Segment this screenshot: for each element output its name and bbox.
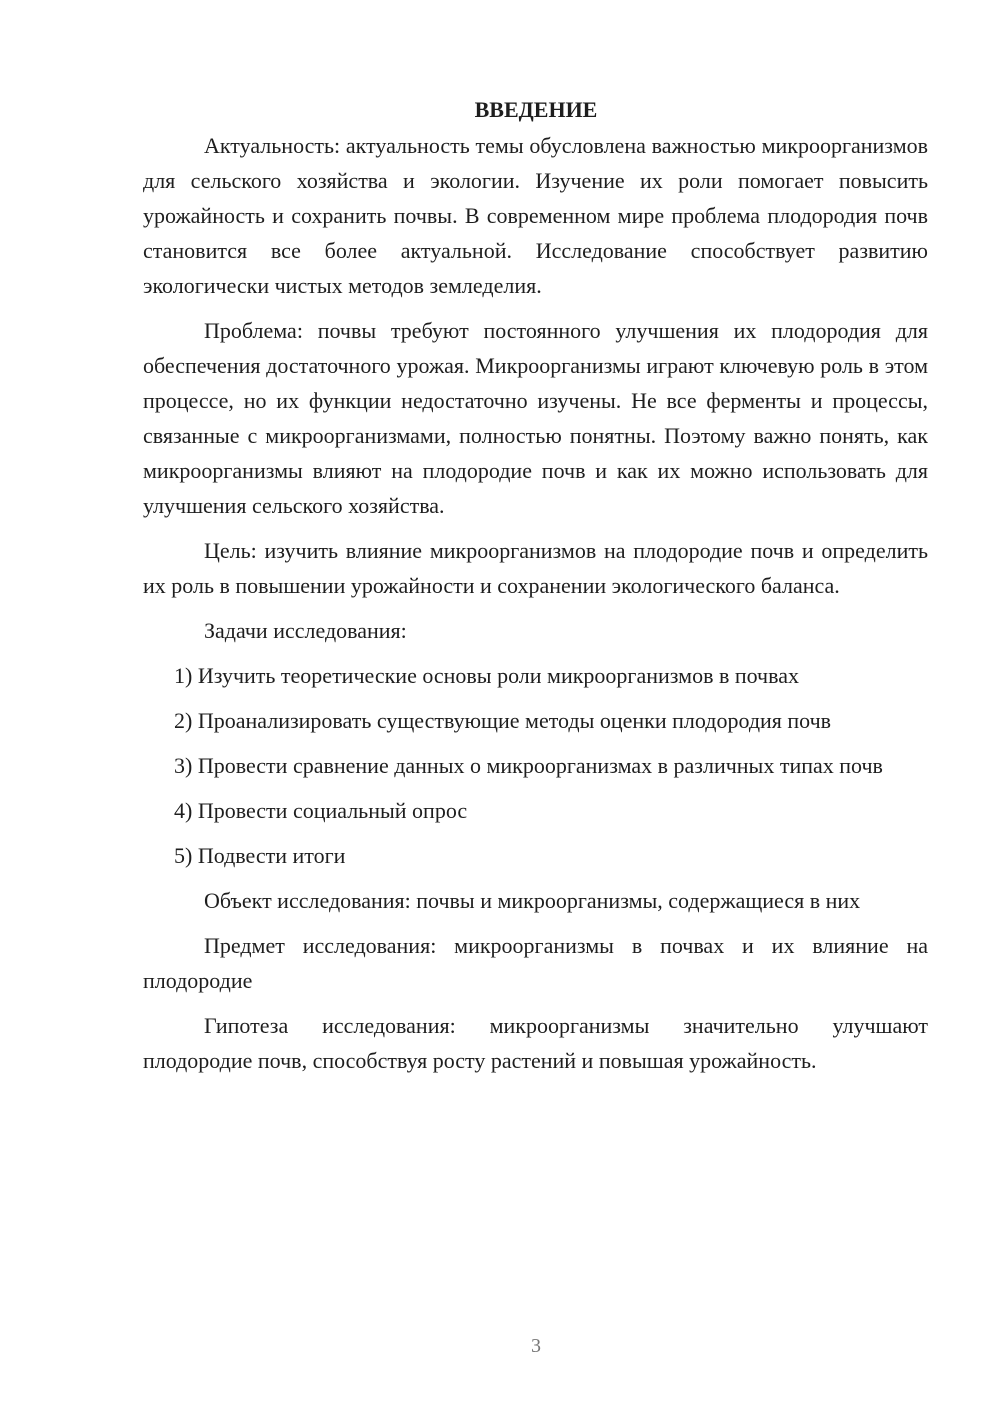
task-item-2: 2) Проанализировать существующие методы оценки плодородия почв <box>174 708 832 733</box>
paragraph-object: Объект исследования: почвы и микроорганизмы, содержащиеся в них <box>204 888 861 913</box>
page-title: ВВЕДЕНИЕ <box>474 97 598 122</box>
page-number: 3 <box>531 1335 541 1357</box>
task-item-1: 1) Изучить теоретические основы роли микроорганизмов в почвах <box>174 663 799 688</box>
task-item-3: 3) Провести сравнение данных о микроорганизмах в различных типах почв <box>174 753 883 778</box>
task-item-4: 4) Провести социальный опрос <box>174 798 468 823</box>
paragraph-hypothesis: Гипотеза исследования: микроорганизмы значительно улучшают плодородие почв, способствуя росту растений и повышая урожайность. <box>143 1013 928 1073</box>
paragraph-relevance: Актуальность: актуальность темы обусловлена важностью микроорганизмов для сельского хозяйства и экологии. Изучение их роли помогает повысить урожайность и сохранить почвы. В современном мире проблема плодородия почв становится все более актуальной. Исследование способствует развитию экологически чистых методов земледелия. <box>143 133 928 298</box>
paragraph-goal: Цель: изучить влияние микроорганизмов на плодородие почв и определить их роль в повышении урожайности и сохранении экологического баланса. <box>143 538 928 598</box>
paragraph-subject: Предмет исследования: микроорганизмы в почвах и их влияние на плодородие <box>143 933 928 993</box>
tasks-heading: Задачи исследования: <box>204 618 407 643</box>
task-item-5: 5) Подвести итоги <box>174 843 346 868</box>
paragraph-problem: Проблема: почвы требуют постоянного улучшения их плодородия для обеспечения достаточного урожая. Микроорганизмы играют ключевую роль в этом процессе, но их функции недостаточно изучены. Не все ферменты и процессы, связанные с микроорганизмами, полностью понятны. Поэтому важно понять, как микроорганизмы влияют на плодородие почв и как их можно использовать для улучшения сельского хозяйства. <box>143 318 928 518</box>
document-page <box>143 92 928 1078</box>
